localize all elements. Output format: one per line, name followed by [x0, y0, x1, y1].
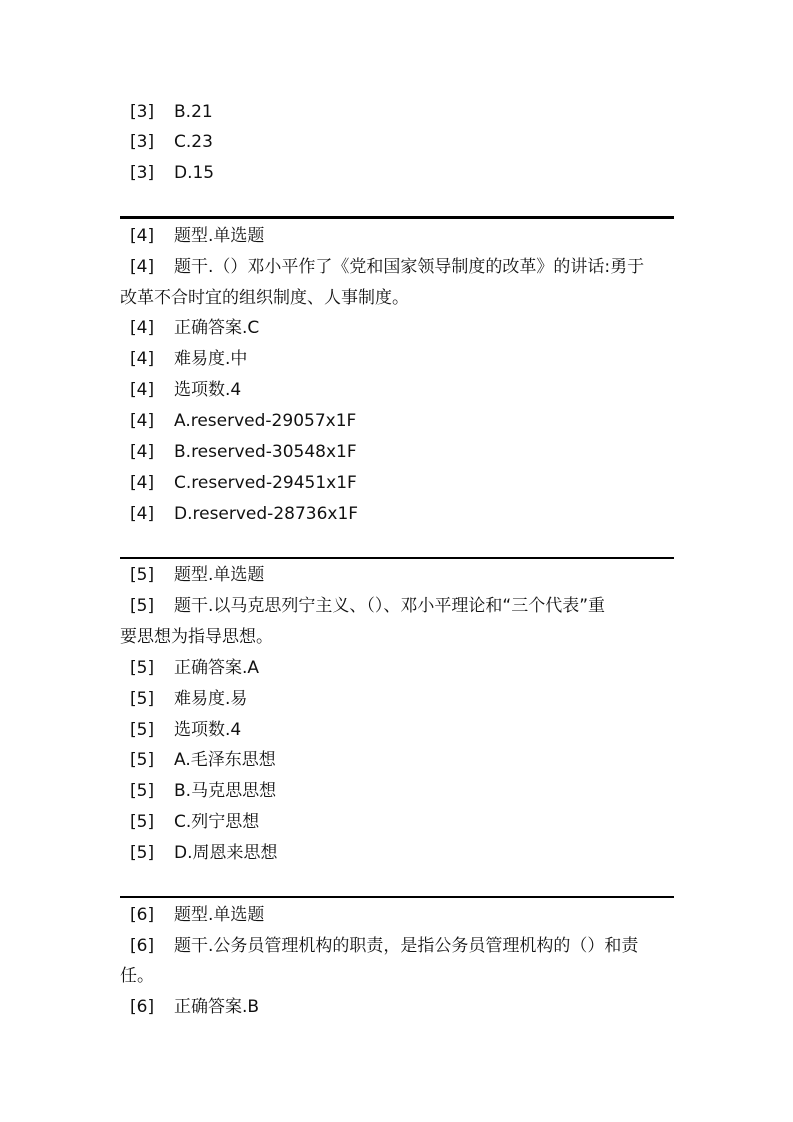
question-tag: [3]: [130, 163, 155, 183]
section-divider: [120, 216, 674, 219]
option-text: C.列宁思想: [174, 812, 260, 832]
q5-stem: [130, 594, 605, 618]
section-divider: [120, 896, 674, 898]
q6-type: [130, 903, 264, 927]
option-text: B.21: [174, 102, 213, 122]
question-tag: [5]: [130, 812, 155, 832]
q4-option-a: [130, 409, 356, 433]
q4-difficulty: [130, 347, 247, 371]
option-text: C.23: [174, 132, 213, 152]
question-tag: [5]: [130, 689, 155, 709]
question-tag: [4]: [130, 473, 155, 493]
q5-difficulty: [130, 687, 247, 711]
section-divider: [120, 557, 674, 559]
question-tag: [4]: [130, 318, 155, 338]
correct-answer: 正确答案.C: [174, 318, 260, 338]
question-tag: [5]: [130, 565, 155, 585]
question-tag: [4]: [130, 349, 155, 369]
q5-option-b: [130, 779, 276, 803]
q6-stem: [130, 934, 638, 958]
question-tag: [4]: [130, 257, 155, 277]
difficulty: 难易度.易: [174, 689, 248, 709]
option-text: D.15: [174, 163, 215, 183]
q4-option-count: [130, 378, 241, 402]
question-stem: 题干.以马克思列宁主义、（）、邓小平理论和“三个代表”重: [174, 596, 606, 616]
q5-answer: [130, 656, 259, 680]
question-tag: [4]: [130, 504, 155, 524]
q5-option-c: [130, 810, 259, 834]
q6-answer: [130, 995, 259, 1019]
question-stem: 题干.公务员管理机构的职责，是指公务员管理机构的（）和责: [174, 936, 639, 956]
question-tag: [6]: [130, 936, 155, 956]
question-type: 题型.单选题: [174, 905, 265, 925]
correct-answer: 正确答案.A: [174, 658, 260, 678]
q4-option-d: [130, 502, 358, 526]
option-text: C.reserved-29451x1F: [174, 473, 357, 493]
option-text: A.毛泽东思想: [174, 750, 276, 770]
correct-answer: 正确答案.B: [174, 997, 260, 1017]
question-type: 题型.单选题: [174, 565, 265, 585]
option-text: B.reserved-30548x1F: [174, 442, 357, 462]
option-count: 选项数.4: [174, 380, 242, 400]
question-tag: [6]: [130, 997, 155, 1017]
question-tag: [6]: [130, 905, 155, 925]
option-count: 选项数.4: [174, 720, 242, 740]
question-tag: [5]: [130, 781, 155, 801]
question-tag: [4]: [130, 380, 155, 400]
q5-option-count: [130, 718, 241, 742]
option-text: B.马克思思想: [174, 781, 277, 801]
question-tag: [4]: [130, 442, 155, 462]
q5-option-d: [130, 841, 278, 865]
question-tag: [5]: [130, 658, 155, 678]
q3-option-b: [130, 100, 213, 124]
question-tag: [5]: [130, 596, 155, 616]
q4-stem-continuation: 改革不合时宜的组织制度、人事制度。: [120, 288, 409, 308]
question-type: 题型.单选题: [174, 226, 265, 246]
question-tag: [5]: [130, 843, 155, 863]
question-tag: [3]: [130, 102, 155, 122]
q5-option-a: [130, 748, 276, 772]
question-tag: [4]: [130, 411, 155, 431]
question-tag: [5]: [130, 720, 155, 740]
q5-type: [130, 563, 264, 587]
question-tag: [5]: [130, 750, 155, 770]
q6-stem-continuation: 任。: [120, 966, 154, 986]
q4-answer: [130, 316, 259, 340]
question-stem: 题干.（）邓小平作了《党和国家领导制度的改革》的讲话:勇于: [174, 257, 645, 277]
option-text: D.reserved-28736x1F: [174, 504, 359, 524]
q4-type: [130, 224, 264, 248]
option-text: A.reserved-29057x1F: [174, 411, 357, 431]
q4-option-c: [130, 471, 357, 495]
question-tag: [4]: [130, 226, 155, 246]
q3-option-d: [130, 161, 214, 185]
difficulty: 难易度.中: [174, 349, 248, 369]
q4-option-b: [130, 440, 357, 464]
q5-stem-continuation: 要思想为指导思想。: [120, 627, 273, 647]
q4-stem: [130, 255, 644, 279]
option-text: D.周恩来思想: [174, 843, 278, 863]
q3-option-c: [130, 130, 213, 154]
question-tag: [3]: [130, 132, 155, 152]
